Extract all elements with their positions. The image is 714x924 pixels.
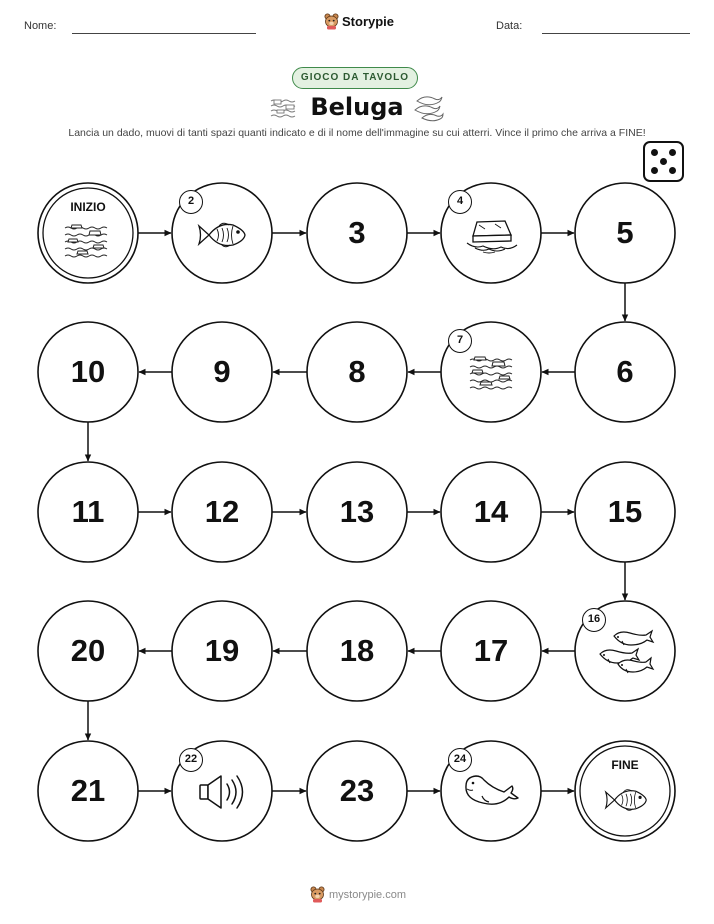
space-number: 21 — [70, 773, 106, 808]
ice-floe-icon — [465, 217, 519, 255]
space-badge: 2 — [179, 190, 203, 214]
date-label: Data: — [496, 20, 523, 32]
fish-icon — [197, 220, 247, 250]
speaker-icon — [197, 772, 249, 812]
footer-site[interactable]: mystorypie.com — [329, 888, 407, 901]
beluga-icon — [462, 774, 522, 810]
fish-icon — [604, 786, 648, 814]
space-number: 11 — [71, 494, 105, 529]
space-number: 14 — [473, 494, 509, 529]
space-number: 10 — [70, 354, 106, 389]
brand-name: Storypie — [342, 14, 395, 29]
space-number: 9 — [213, 354, 231, 389]
name-label: Nome: — [24, 20, 57, 32]
game-type-tag: GIOCO DA TAVOLO — [292, 67, 418, 89]
space-number: 12 — [204, 494, 240, 529]
space-number: 13 — [339, 494, 375, 529]
ice-floes-icon — [64, 222, 112, 262]
space-number: 23 — [339, 773, 375, 808]
space-number: 15 — [607, 494, 643, 529]
space-number: 17 — [473, 633, 509, 668]
space-number: 20 — [70, 633, 106, 668]
space-badge: 4 — [448, 190, 472, 214]
finish-label: FINE — [611, 758, 639, 772]
instructions: Lancia un dado, muovi di tanti spazi quanti indicato e di il nome dell'immagine su cui atterri. Vince il primo che arriva a FINE! — [68, 127, 646, 139]
space-number: 18 — [339, 633, 375, 668]
space-badge: 16 — [582, 608, 606, 632]
space-number: 5 — [616, 215, 634, 250]
space-badge: 24 — [448, 748, 472, 772]
ice-floes-icon — [467, 354, 519, 394]
space-number: 6 — [616, 354, 634, 389]
space-badge: 22 — [179, 748, 203, 772]
game-title: Beluga — [310, 93, 404, 121]
footer — [310, 886, 406, 903]
bear-icon — [310, 886, 325, 903]
space-number: 3 — [348, 215, 366, 250]
space-badge: 7 — [448, 329, 472, 353]
beluga-pod-icon — [596, 628, 656, 680]
space-number: 19 — [204, 633, 240, 668]
space-number: 8 — [348, 354, 366, 389]
start-label: INIZIO — [70, 200, 106, 214]
